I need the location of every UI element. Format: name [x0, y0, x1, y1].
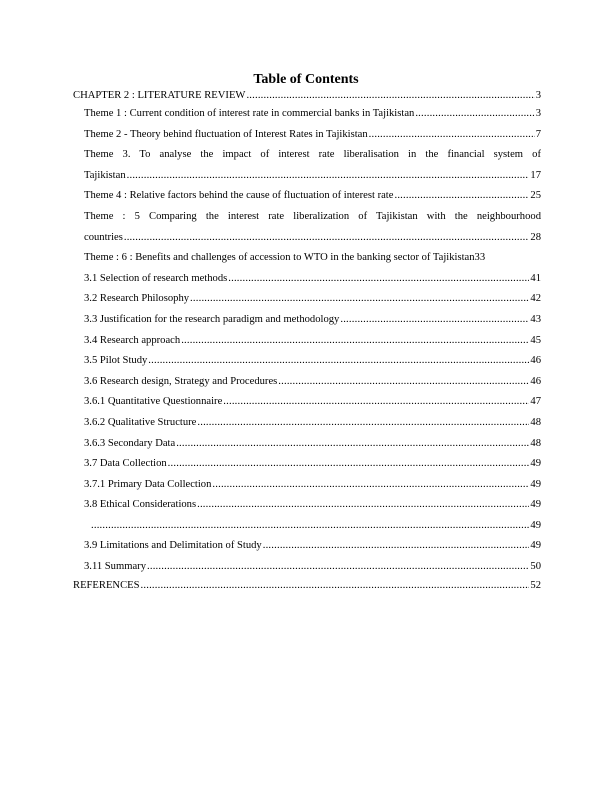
dot-leader	[168, 454, 530, 475]
toc-entry-theme-2[interactable]	[73, 125, 541, 146]
toc-entry-text: 3.6.1 Quantitative Questionnaire	[84, 396, 223, 408]
dot-leader	[278, 372, 529, 393]
toc-entry-page: 48	[530, 437, 541, 449]
toc-entry-theme-1[interactable]	[73, 104, 541, 125]
toc-entry-page: 49	[530, 519, 541, 531]
toc-entry-3-6[interactable]	[73, 372, 541, 393]
dot-leader	[228, 269, 529, 290]
dot-leader	[340, 310, 529, 331]
dot-leader	[263, 536, 530, 557]
toc-entry-text: Theme : 6 : Benefits and challenges of accession to WTO in the banking sector of Tajikistan	[84, 252, 475, 264]
toc-entry-page: 52	[530, 579, 541, 591]
toc-entry-text-line2: countries	[84, 231, 123, 243]
toc-entry-page: 17	[530, 169, 541, 181]
toc-entry-text: 3.5 Pilot Study	[84, 355, 148, 367]
dot-leader	[197, 495, 529, 516]
toc-entry-page: 49	[530, 458, 541, 470]
dot-leader	[124, 228, 530, 249]
toc-title: Table of Contents	[253, 72, 359, 87]
toc-entry-3-6-2[interactable]	[73, 413, 541, 434]
toc-entry-text: REFERENCES	[73, 579, 140, 591]
toc-entry-page: 25	[530, 190, 541, 202]
toc-entry-theme-5[interactable]	[73, 207, 541, 248]
dot-leader	[147, 557, 529, 578]
toc-entry-3-7[interactable]	[73, 454, 541, 475]
dot-leader	[181, 331, 529, 352]
dot-leader	[148, 351, 529, 372]
toc-entry-theme-3[interactable]	[73, 145, 541, 186]
dot-leader	[415, 104, 534, 125]
toc-entry-theme-6[interactable]	[73, 248, 541, 269]
toc-entry-3-6-3[interactable]	[73, 434, 541, 455]
toc-entry-page: 46	[530, 355, 541, 367]
toc-entry-page: 3	[535, 108, 541, 119]
dot-leader	[369, 125, 535, 146]
toc-entry-text: 3.6 Research design, Strategy and Procedures	[84, 375, 278, 387]
toc-entry-text: 3.8 Ethical Considerations	[84, 499, 197, 511]
toc-entry-text: 3.3 Justification for the research paradigm and methodology	[84, 313, 340, 325]
toc-entry-3-6-1[interactable]	[73, 392, 541, 413]
toc-entry-page: 48	[530, 416, 541, 428]
toc-entry-references[interactable]	[73, 578, 541, 594]
toc-entry-page: 43	[530, 313, 541, 325]
toc-entry-text: 3.11 Summary	[84, 561, 146, 573]
toc-entry-page: 42	[530, 293, 541, 305]
toc-entry-text: 3.7 Data Collection	[84, 458, 167, 470]
toc-entry-page: 45	[530, 334, 541, 346]
toc-entry-text: 3.1 Selection of research methods	[84, 272, 228, 284]
toc-entry-text: 3.4 Research approach	[84, 334, 181, 346]
toc-entry-page: 47	[530, 396, 541, 408]
toc-entry-theme-4[interactable]	[73, 186, 541, 207]
toc-entry-3-5[interactable]	[73, 351, 541, 372]
toc-entry-text: 3.2 Research Philosophy	[84, 293, 190, 305]
dot-leader	[176, 434, 529, 455]
toc-entry-page: 50	[530, 561, 541, 573]
dot-leader	[394, 186, 529, 207]
dot-leader	[246, 88, 534, 104]
toc-entry-page: 46	[530, 375, 541, 387]
toc-entry-text: Theme 4 : Relative factors behind the cause of fluctuation of interest rate	[84, 190, 394, 202]
toc-entry-text: 3.9 Limitations and Delimitation of Study	[84, 540, 262, 552]
dot-leader	[197, 413, 529, 434]
toc-entry-text: 3.7.1 Primary Data Collection	[84, 478, 212, 490]
toc-entry-text-line1: Theme : 5 Comparing the interest rate liberalization of Tajikistan with the neighbourhood	[84, 210, 541, 222]
toc-entry-3-3[interactable]	[73, 310, 541, 331]
dot-leader	[223, 392, 529, 413]
toc-entry-text-line1: Theme 3. To analyse the impact of interest rate liberalisation in the financial system of	[84, 149, 541, 161]
toc-entry-chapter-2[interactable]	[73, 88, 541, 104]
toc-entry-3-11[interactable]	[73, 557, 541, 578]
toc-entry-page: 7	[535, 128, 541, 140]
toc-entry-page: 33	[474, 252, 486, 264]
toc-entry-page: 41	[530, 272, 541, 284]
toc-entry-text: 3.6.2 Qualitative Structure	[84, 416, 197, 428]
toc-list	[73, 88, 541, 594]
toc-entry-text: 3.6.3 Secondary Data	[84, 437, 176, 449]
toc-entry-page: 49	[530, 478, 541, 490]
toc-entry-3-4[interactable]	[73, 331, 541, 352]
dot-leader	[212, 475, 529, 496]
toc-entry-page: 49	[530, 499, 541, 511]
toc-entry-3-7-1[interactable]	[73, 475, 541, 496]
toc-entry-blank[interactable]	[73, 516, 541, 537]
toc-entry-page: 3	[535, 90, 541, 101]
dot-leader	[91, 516, 529, 537]
dot-leader	[127, 166, 530, 187]
toc-entry-3-9[interactable]	[73, 536, 541, 557]
toc-entry-page: 28	[530, 231, 541, 243]
toc-entry-text: Theme 1 : Current condition of interest rate in commercial banks in Tajikistan	[84, 108, 415, 119]
toc-entry-3-1[interactable]	[73, 269, 541, 290]
toc-entry-text: Theme 2 - Theory behind fluctuation of Interest Rates in Tajikistan	[84, 128, 368, 140]
toc-entry-text-line2: Tajikistan	[84, 169, 126, 181]
toc-entry-page: 49	[530, 540, 541, 552]
toc-entry-3-8[interactable]	[73, 495, 541, 516]
toc-entry-3-2[interactable]	[73, 289, 541, 310]
toc-entry-text: CHAPTER 2 : LITERATURE REVIEW	[73, 90, 246, 101]
dot-leader	[190, 289, 529, 310]
dot-leader	[141, 578, 530, 594]
